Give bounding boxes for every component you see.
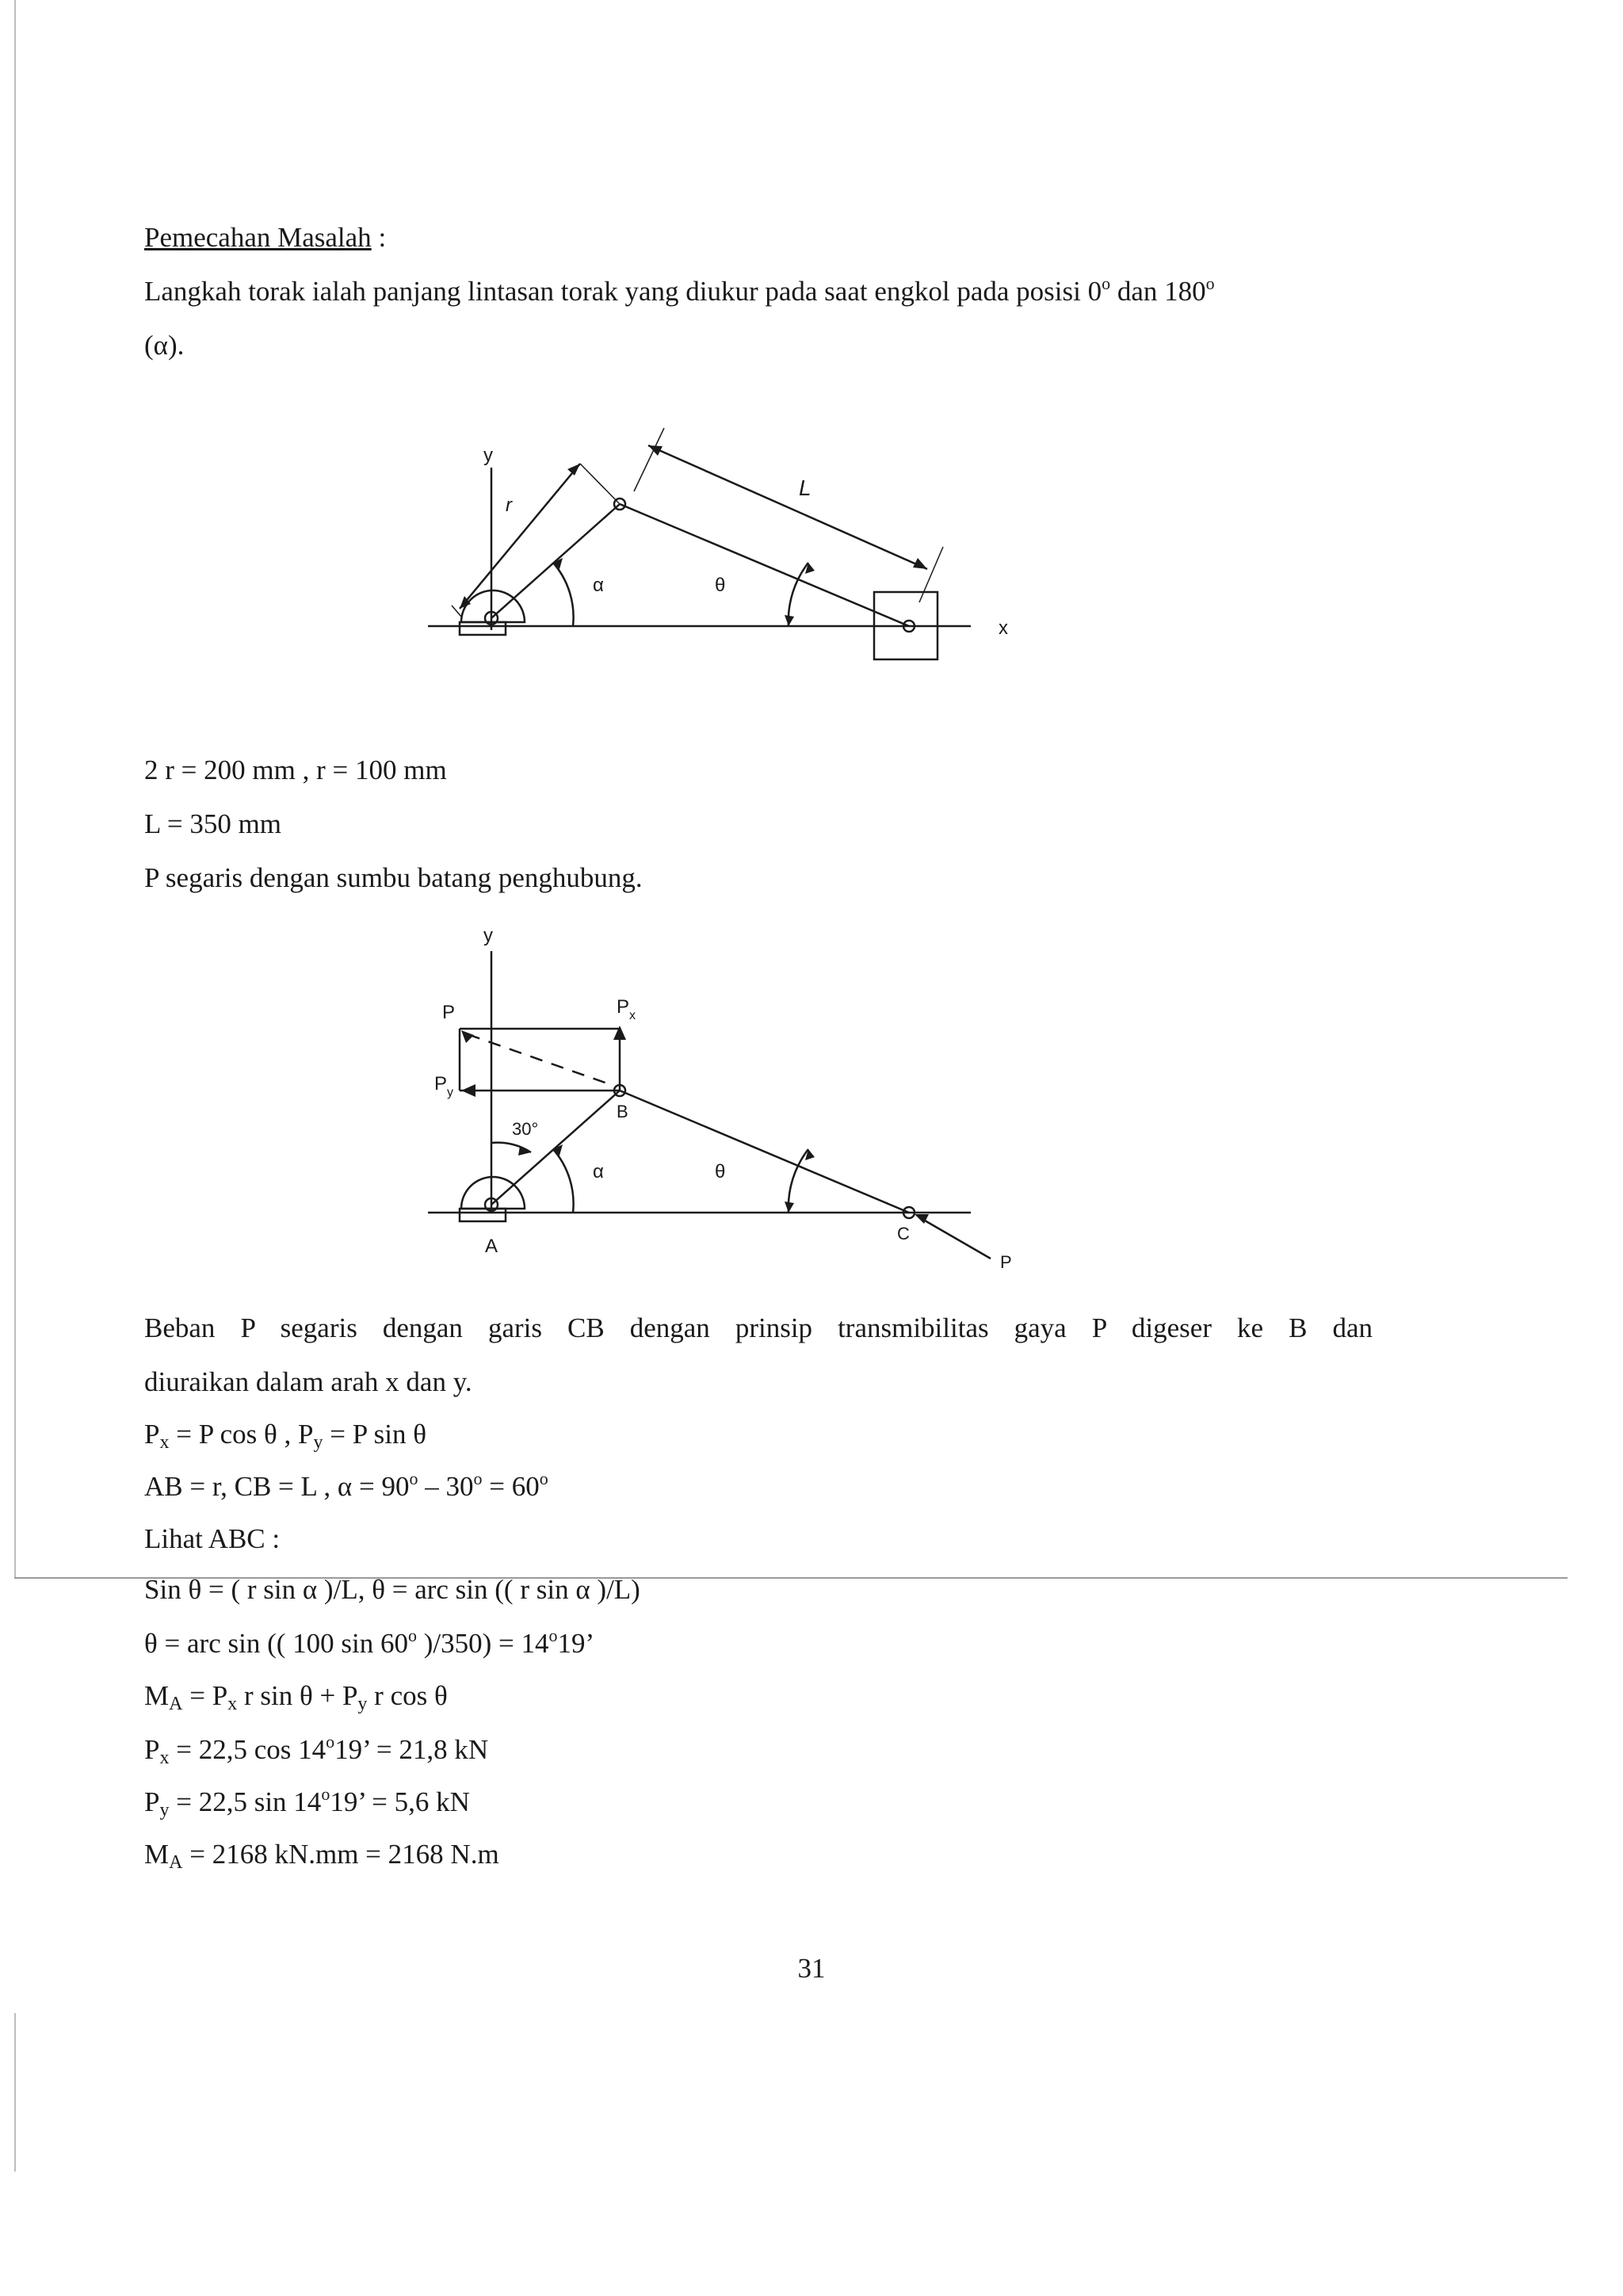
fig1-base-block	[460, 622, 506, 635]
fig1-connecting-rod	[620, 504, 909, 626]
paragraph-line-2: diuraikan dalam arah x dan y.	[144, 1366, 472, 1397]
eq-theta-value: θ = arc sin (( 100 sin 60$^o$ )$/350) = 14^o19$’	[144, 1626, 595, 1659]
fig2-label-Py: $P_y$	[434, 1073, 454, 1099]
eq-lihat-abc: Lihat ABC :	[144, 1523, 281, 1554]
eq-ab-cb-alpha: AB = r, CB = L , $\alpha = 90^o - 30^o = 60^o$	[144, 1469, 548, 1502]
eq-py-value: $P_y = 22,5$ $\sin 14^o19$’ = 5,6 kN	[144, 1784, 470, 1820]
fig1-label-alpha: α	[593, 575, 604, 596]
fig1-crank-rod	[491, 504, 620, 618]
intro-line-2: (α).	[144, 330, 185, 361]
fig1-label-theta: θ	[715, 575, 726, 596]
fig2-label-alpha: α	[593, 1161, 604, 1182]
eq-sin-theta: Sin θ = ( r sin α )/L, θ = arc sin (( r sin α )/L)	[144, 1574, 640, 1605]
scan-edge-line	[14, 0, 16, 1577]
fig2-rod-BC	[620, 1091, 909, 1213]
fig2-crank-AB	[491, 1091, 620, 1205]
given-P: P segaris dengan sumbu batang penghubung.	[144, 862, 643, 893]
fig1-L-dimension	[648, 445, 927, 569]
eq-px-value: $P_x = 22,5$ $\cos 14^o19$’ = 21,8 kN	[144, 1732, 489, 1768]
fig2-label-P-force: P	[1000, 1252, 1012, 1272]
fig2-base-block	[460, 1209, 506, 1221]
given-r: 2 r = 200 mm , r = 100 mm	[144, 755, 447, 785]
fig2-label-30deg: 30°	[512, 1119, 539, 1139]
fig2-alpha-arc	[553, 1149, 574, 1213]
fig2-label-A: A	[485, 1236, 498, 1257]
fig2-label-C: C	[897, 1224, 910, 1244]
fig1-alpha-arc	[553, 563, 574, 626]
fig1-r-dimension	[460, 464, 580, 609]
page-number: 31	[797, 1953, 826, 1984]
scan-edge-line-lower	[14, 2013, 16, 2172]
eq-px-py: $P_x = P$ cos θ , $P_y = P$ sin θ	[144, 1419, 427, 1453]
eq-moment-value: $M_A = 2168$ kN.mm = 2168 N.m	[144, 1839, 499, 1873]
given-L: L = 350 mm	[144, 808, 282, 839]
section-heading: Pemecahan Masalah :	[144, 222, 387, 253]
fig2-label-P: P	[442, 1002, 456, 1023]
fig1-label-r: r	[506, 495, 512, 516]
fig1-label-L: L	[799, 476, 812, 500]
fig2-force-P-arrow	[919, 1217, 991, 1259]
fig2-label-B: B	[617, 1102, 628, 1121]
fig2-label-y: y	[483, 925, 493, 946]
eq-moment-formula: $M_A = P_x$ r $\sin \theta + P_y$ r cos θ	[144, 1680, 448, 1714]
force-decomposition-diagram	[412, 919, 1046, 1276]
fig2-label-Px: $P_x$	[617, 996, 636, 1022]
slider-crank-diagram	[412, 428, 1046, 682]
fig1-label-y: y	[483, 445, 493, 466]
fig2-resultant-dashed	[468, 1034, 614, 1086]
fig2-label-theta: θ	[715, 1161, 726, 1182]
paragraph-line-1: Beban P segaris dengan garis CB dengan prinsip transmibilitas gaya P digeser ke B dan	[144, 1312, 1373, 1343]
fig1-label-x: x	[999, 617, 1008, 639]
intro-line-1: Langkah torak ialah panjang lintasan torak yang diukur pada saat engkol pada posisi 0$^o$ dan 180$^o$	[144, 273, 1215, 307]
